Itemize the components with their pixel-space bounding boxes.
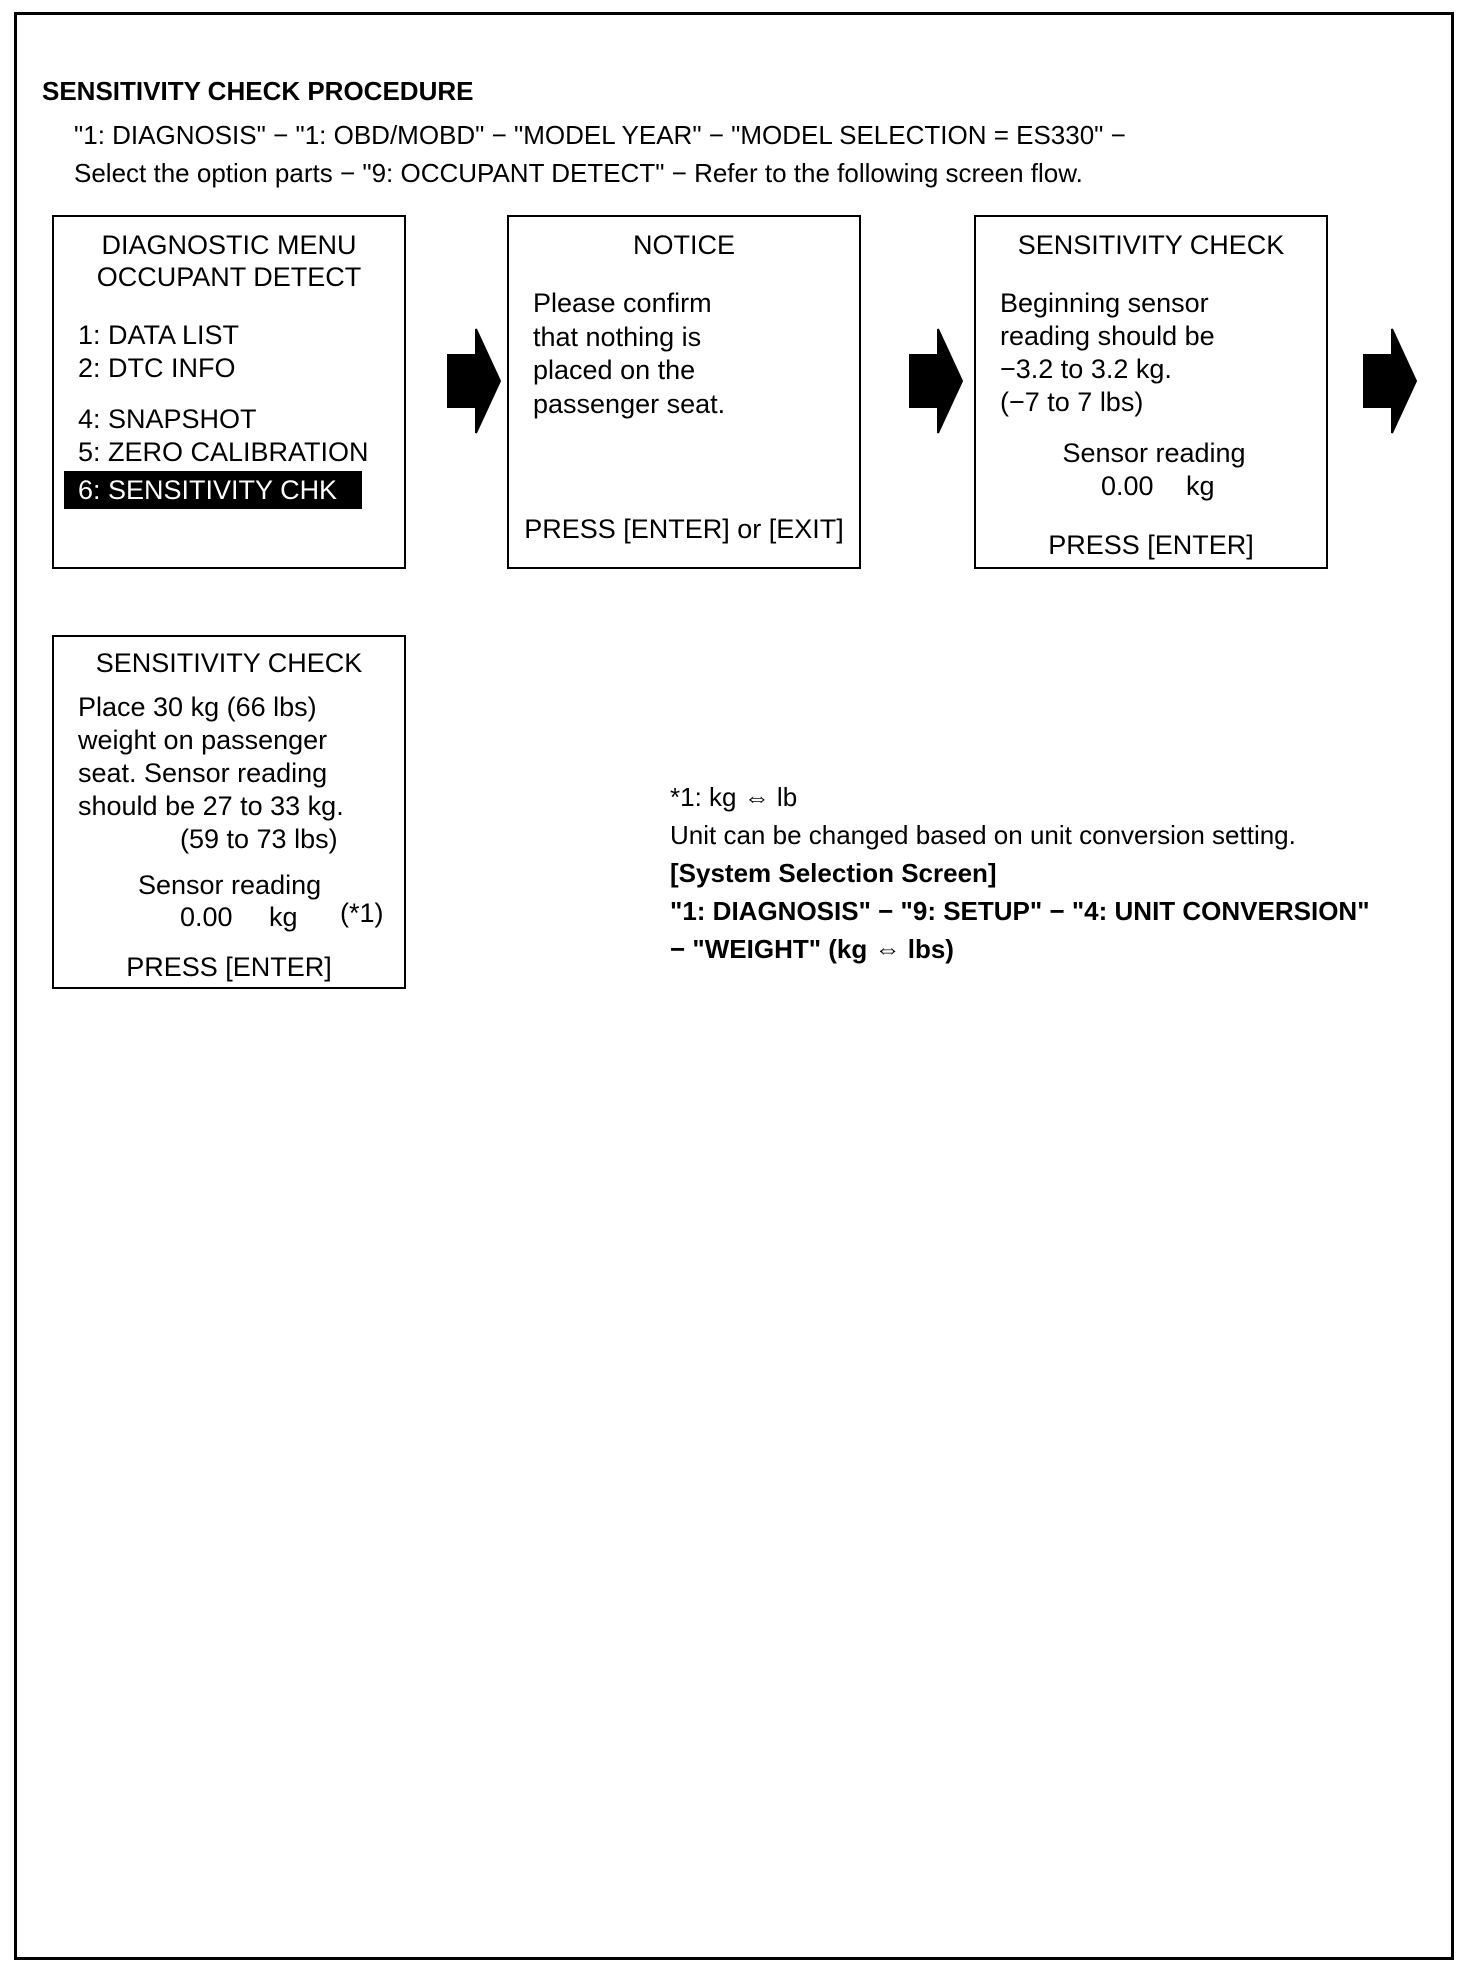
sensor-reading-label: Sensor reading: [1062, 438, 1246, 468]
sensitivity-check-screen-weighted: [52, 635, 406, 989]
screen-subtitle: OCCUPANT DETECT: [96, 262, 362, 292]
screen-title: NOTICE: [632, 230, 735, 260]
diagnostic-menu-screen: [52, 215, 406, 569]
screen-footer-prompt: PRESS [ENTER] or [EXIT]: [524, 514, 844, 544]
screen-title: DIAGNOSTIC MENU: [101, 230, 357, 260]
footnote-unit-toggle: *1: kg ⇔ lb: [670, 782, 798, 812]
procedure-path-line-2: Select the option parts − "9: OCCUPANT DETECT" − Refer to the following screen flow.: [74, 158, 1083, 188]
instruction-line: (59 to 73 lbs): [180, 824, 338, 854]
instruction-line: should be 27 to 33 kg.: [78, 791, 344, 821]
instruction-line: weight on passenger: [78, 725, 328, 755]
footnote-setup-path-continued: − "WEIGHT" (kg ⇔ lbs): [670, 934, 954, 964]
flow-arrow-icon: [908, 327, 964, 435]
instruction-line: reading should be: [1000, 321, 1215, 351]
footnote-description: Unit can be changed based on unit conversion setting.: [670, 820, 1296, 850]
menu-item-dtc-info[interactable]: 2: DTC INFO: [78, 353, 236, 383]
screen-title: SENSITIVITY CHECK: [1017, 230, 1285, 260]
instruction-line: Beginning sensor: [1000, 288, 1209, 318]
menu-item-data-list[interactable]: 1: DATA LIST: [78, 320, 240, 350]
screen-footer-prompt: PRESS [ENTER]: [1048, 530, 1254, 560]
sensitivity-check-screen-initial: [974, 215, 1328, 569]
instruction-line: seat. Sensor reading: [78, 758, 328, 788]
sensor-reading-label: Sensor reading: [138, 870, 322, 900]
notice-screen: [507, 215, 861, 569]
flow-arrow-icon: [446, 327, 502, 435]
instruction-line: −3.2 to 3.2 kg.: [1000, 354, 1172, 384]
screen-footer-prompt: PRESS [ENTER]: [126, 952, 332, 982]
footnote-setup-path: "1: DIAGNOSIS" − "9: SETUP" − "4: UNIT CONVERSION": [670, 896, 1370, 926]
flow-arrow-icon: [1362, 327, 1418, 435]
sensor-reading-unit: kg: [1186, 471, 1215, 501]
notice-text-line: placed on the: [533, 355, 696, 385]
menu-item-snapshot[interactable]: 4: SNAPSHOT: [78, 404, 257, 434]
instruction-line: (−7 to 7 lbs): [1000, 387, 1144, 417]
instruction-line: Place 30 kg (66 lbs): [78, 692, 317, 722]
footnote-reference: (*1): [340, 898, 384, 928]
sensor-reading-unit: kg: [269, 902, 298, 932]
sensor-reading-value: 0.00: [180, 902, 233, 932]
notice-text-line: that nothing is: [533, 322, 702, 352]
menu-item-sensitivity-chk-selected[interactable]: 6: SENSITIVITY CHK: [64, 471, 362, 509]
menu-item-zero-calibration[interactable]: 5: ZERO CALIBRATION: [78, 437, 369, 467]
footnote-screen-heading: [System Selection Screen]: [670, 858, 997, 888]
sensor-reading-value: 0.00: [1101, 471, 1154, 501]
notice-text-line: Please confirm: [533, 288, 712, 318]
notice-text-line: passenger seat.: [533, 389, 726, 419]
page-title: SENSITIVITY CHECK PROCEDURE: [42, 76, 474, 106]
screen-title: SENSITIVITY CHECK: [95, 648, 363, 678]
procedure-path-line-1: "1: DIAGNOSIS" − "1: OBD/MOBD" − "MODEL YEAR" − "MODEL SELECTION = ES330" −: [74, 120, 1126, 150]
